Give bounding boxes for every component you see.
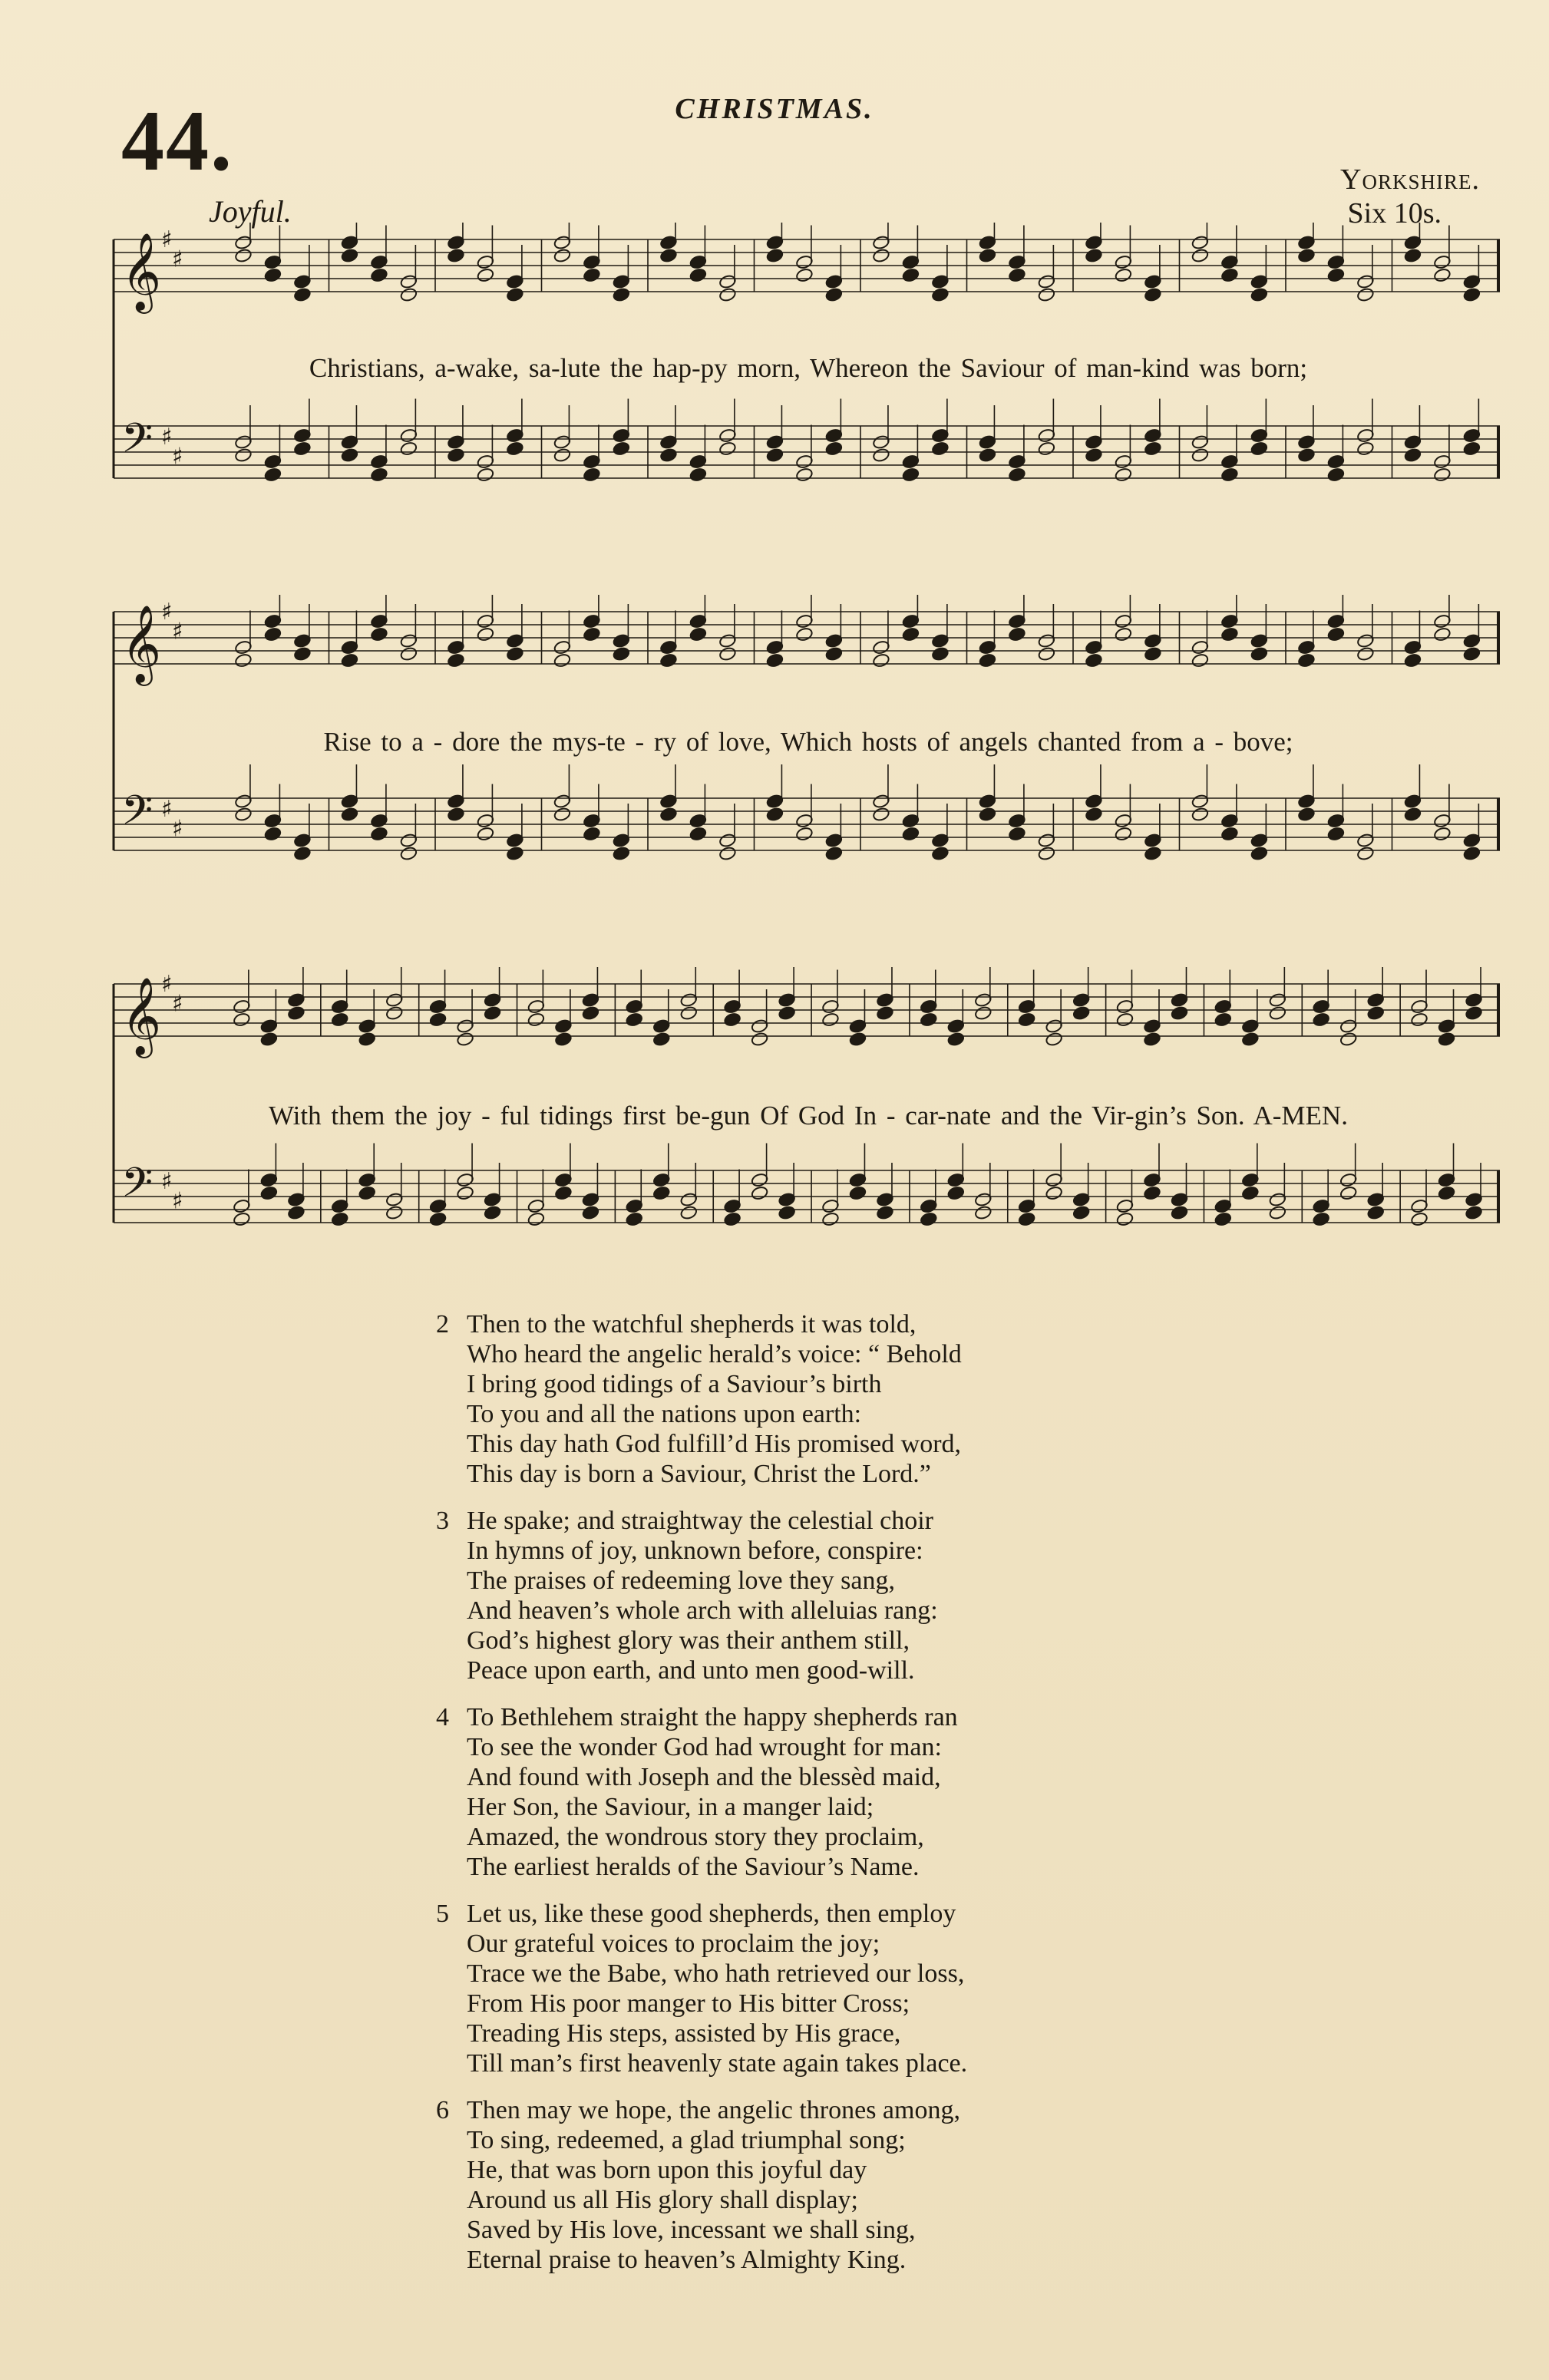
- svg-text:♯: ♯: [172, 618, 183, 645]
- music-system-1: [107, 223, 1509, 560]
- verse-line: He spake; and straightway the celestial choir: [467, 1507, 933, 1535]
- verse-line: This day is born a Saviour, Christ the Lord.”: [467, 1460, 931, 1488]
- system-1-staves: [107, 223, 1509, 560]
- svg-text:♯: ♯: [172, 990, 183, 1018]
- verse-line: Then may we hope, the angelic thrones among,: [467, 2096, 960, 2124]
- verse-line: To you and all the nations upon earth:: [467, 1400, 862, 1428]
- verse-line: The earliest heralds of the Saviour’s Name.: [467, 1853, 920, 1881]
- system-1-lyrics: Christians, a-wake, sa-lute the hap-py morn, Whereon the Saviour of man-kind was born;: [309, 353, 1308, 383]
- verse-line: This day hath God fulfill’d His promised word,: [467, 1430, 962, 1458]
- verse-line: To sing, redeemed, a glad triumphal song;: [467, 2126, 906, 2154]
- verse-line: And found with Joseph and the blessèd maid,: [467, 1763, 941, 1791]
- verse-line: Saved by His love, incessant we shall sing,: [467, 2216, 916, 2244]
- svg-text:♯: ♯: [161, 226, 173, 254]
- verse-5: [436, 1899, 1204, 2078]
- verse-number: 5: [436, 1900, 449, 1928]
- system-3-lyrics: With them the joy - ful tidings first be-gun Of God In - car-nate and the Vir-gin’s Son. A-MEN.: [269, 1101, 1348, 1131]
- svg-text:♯: ♯: [172, 815, 183, 843]
- verse-line: He, that was born upon this joyful day: [467, 2156, 867, 2184]
- music-system-2: [107, 595, 1509, 933]
- svg-text:𝄞: 𝄞: [121, 231, 162, 311]
- verse-line: God’s highest glory was their anthem still,: [467, 1626, 910, 1655]
- verse-line: Amazed, the wondrous story they proclaim,: [467, 1823, 924, 1851]
- verse-line: From His poor manger to His bitter Cross;: [467, 1989, 910, 2018]
- svg-text:𝄢: 𝄢: [121, 787, 154, 845]
- verse-2: [436, 1309, 1204, 1489]
- verse-line: The praises of redeeming love they sang,: [467, 1566, 895, 1595]
- verse-3: [436, 1506, 1204, 1685]
- verse-line: I bring good tidings of a Saviour’s birth: [467, 1370, 882, 1398]
- system-2-staves: [107, 595, 1509, 933]
- verse-number: 4: [436, 1703, 449, 1731]
- verse-line: Trace we the Babe, who hath retrieved our loss,: [467, 1959, 965, 1988]
- tune-name: Yorkshire.: [1340, 163, 1480, 196]
- hymn-number: 44.: [121, 94, 233, 189]
- verse-line: To see the wonder God had wrought for man:: [467, 1733, 942, 1761]
- verse-line: Treading His steps, assisted by His grace,: [467, 2019, 901, 2048]
- verse-line: Who heard the angelic herald’s voice: “ Behold: [467, 1340, 962, 1368]
- verse-line: Her Son, the Saviour, in a manger laid;: [467, 1793, 874, 1821]
- verse-line: Eternal praise to heaven’s Almighty King.: [467, 2246, 907, 2274]
- svg-text:♯: ♯: [172, 246, 183, 273]
- svg-text:𝄞: 𝄞: [121, 975, 162, 1055]
- verse-line: Till man’s first heavenly state again takes place.: [467, 2049, 968, 2078]
- verse-line: Around us all His glory shall display;: [467, 2186, 858, 2214]
- svg-text:♯: ♯: [161, 423, 173, 451]
- svg-text:♯: ♯: [161, 795, 173, 823]
- svg-text:♯: ♯: [161, 1167, 173, 1195]
- svg-text:♯: ♯: [172, 443, 183, 470]
- tempo-marking: Joyful.: [209, 194, 292, 229]
- verse-number: 2: [436, 1310, 449, 1339]
- svg-text:♯: ♯: [161, 971, 173, 999]
- hymn-verses: [436, 1309, 1204, 2292]
- svg-text:𝄢: 𝄢: [121, 415, 154, 473]
- svg-text:𝄞: 𝄞: [121, 603, 162, 683]
- verse-line: And heaven’s whole arch with alleluias rang:: [467, 1596, 938, 1625]
- verse-line: Then to the watchful shepherds it was told,: [467, 1310, 917, 1339]
- verse-line: Our grateful voices to proclaim the joy;: [467, 1929, 880, 1958]
- svg-text:𝄢: 𝄢: [121, 1160, 154, 1217]
- system-3-staves: [107, 967, 1509, 1305]
- svg-text:♯: ♯: [161, 599, 173, 626]
- system-2-lyrics: Rise to a - dore the mys-te - ry of love, Which hosts of angels chanted from a - bove;: [323, 727, 1293, 757]
- meter: Six 10s.: [1347, 197, 1442, 229]
- verse-line: To Bethlehem straight the happy shepherds ran: [467, 1703, 958, 1731]
- svg-text:♯: ♯: [172, 1187, 183, 1215]
- section-title: CHRISTMAS.: [675, 93, 874, 125]
- verse-number: 3: [436, 1507, 449, 1535]
- music-system-3: [107, 967, 1509, 1305]
- verse-number: 6: [436, 2096, 449, 2124]
- verse-line: In hymns of joy, unknown before, conspire:: [467, 1537, 923, 1565]
- verse-4: [436, 1702, 1204, 1882]
- verse-line: Let us, like these good shepherds, then employ: [467, 1900, 956, 1928]
- verse-line: Peace upon earth, and unto men good-will.: [467, 1656, 915, 1685]
- verse-6: [436, 2095, 1204, 2275]
